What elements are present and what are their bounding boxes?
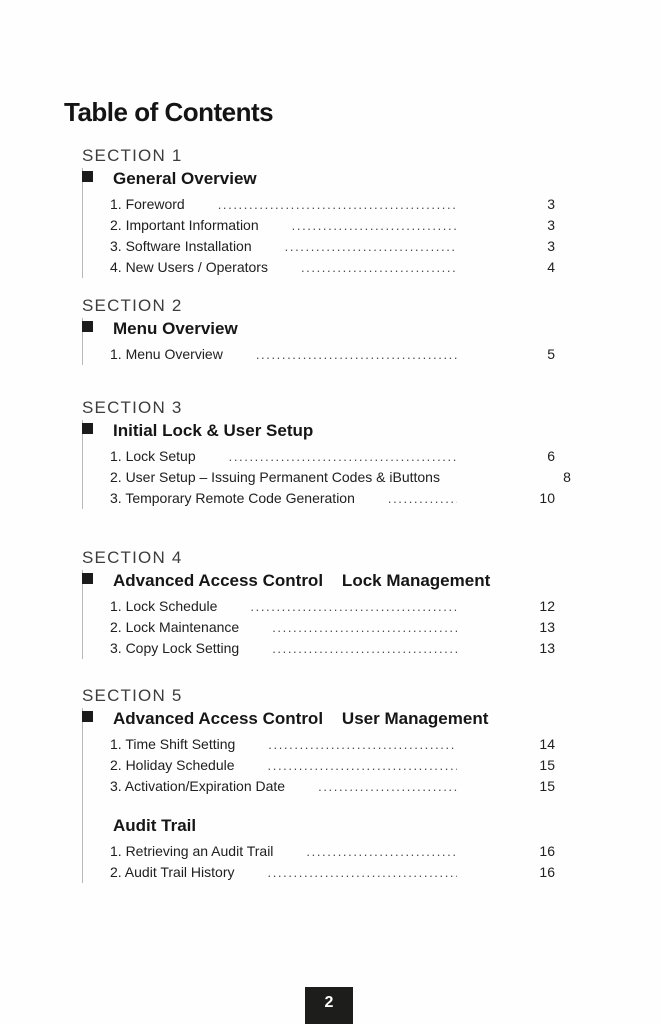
toc-entry-page: 5: [547, 346, 555, 362]
toc-entry-label: 2. Important Information: [110, 217, 259, 233]
square-bullet-icon: [82, 423, 93, 434]
dot-leader: [388, 488, 457, 509]
toc-entry-label: 1. Retrieving an Audit Trail: [110, 843, 274, 859]
toc-entry: [83, 596, 555, 617]
dot-leader: [292, 215, 457, 236]
toc-entry-page: 10: [539, 490, 555, 506]
toc-entry: [83, 467, 571, 488]
toc-entry: [83, 841, 555, 862]
section-4: [82, 548, 555, 659]
toc-entry: [83, 862, 555, 883]
section-4-title: Advanced Access Control Lock Management: [113, 571, 491, 590]
toc-entry-page: 16: [539, 843, 555, 859]
toc-entry-page: 6: [547, 448, 555, 464]
dot-leader: [272, 638, 457, 659]
toc-entry-page: 15: [539, 778, 555, 794]
toc-entry-page: 15: [539, 757, 555, 773]
toc-entry-page: 16: [539, 864, 555, 880]
dot-leader: [318, 776, 457, 797]
toc-entry: [83, 734, 555, 755]
section-5: [82, 686, 555, 883]
audit-trail-title: Audit Trail: [113, 816, 197, 835]
toc-entry-label: 1. Time Shift Setting: [110, 736, 236, 752]
square-bullet-icon: [82, 573, 93, 584]
section-5-label: SECTION 5: [82, 686, 183, 705]
section-1-label: SECTION 1: [82, 146, 183, 165]
square-bullet-icon: [82, 171, 93, 182]
section-5-block: [82, 708, 555, 883]
section-3: [82, 398, 571, 509]
toc-entry-page: 3: [547, 217, 555, 233]
section-2-title: Menu Overview: [113, 319, 238, 338]
toc-entry-page: 3: [547, 196, 555, 212]
dot-leader: [301, 257, 457, 278]
dot-leader: [218, 194, 457, 215]
section-2: [82, 296, 555, 365]
toc-entry-page: 3: [547, 238, 555, 254]
section-1-block: [82, 168, 555, 278]
toc-entry-label: 1. Lock Setup: [110, 448, 196, 464]
page-number-box: 2: [305, 987, 353, 1024]
section-3-label: SECTION 3: [82, 398, 183, 417]
toc-entry-label: 2. Lock Maintenance: [110, 619, 240, 635]
section-2-block: [82, 318, 555, 365]
toc-entry-label: 4. New Users / Operators: [110, 259, 268, 275]
dot-leader: [268, 862, 458, 883]
toc-entry: [83, 236, 555, 257]
section-4-label: SECTION 4: [82, 548, 183, 567]
page-title: Table of Contents: [64, 97, 274, 128]
toc-entry-label: 3. Temporary Remote Code Generation: [110, 490, 355, 506]
dot-leader: [268, 734, 457, 755]
toc-entry-page: 8: [563, 469, 571, 485]
dot-leader: [285, 236, 457, 257]
toc-entry: [83, 488, 555, 509]
toc-entry: [83, 446, 555, 467]
section-1: [82, 146, 555, 278]
dot-leader: [272, 617, 457, 638]
toc-entry-page: 13: [539, 619, 555, 635]
square-bullet-icon: [82, 711, 93, 722]
toc-entry-label: 2. Audit Trail History: [110, 864, 235, 880]
toc-entry: [83, 257, 555, 278]
toc-entry-label: 3. Activation/Expiration Date: [110, 778, 286, 794]
toc-entry-label: 2. Holiday Schedule: [110, 757, 235, 773]
toc-entry-label: 1. Menu Overview: [110, 346, 223, 362]
section-4-block: [82, 570, 555, 659]
square-bullet-icon: [82, 321, 93, 332]
toc-entry-label: 2. User Setup – Issuing Permanent Codes & iButtons: [110, 469, 440, 485]
dot-leader: [229, 446, 457, 467]
toc-entry: [83, 755, 555, 776]
dot-leader: [306, 841, 457, 862]
toc-entry: [83, 776, 555, 797]
toc-entry: [83, 215, 555, 236]
section-3-title: Initial Lock & User Setup: [113, 421, 314, 440]
toc-entry: [83, 638, 555, 659]
section-2-label: SECTION 2: [82, 296, 183, 315]
toc-entry-page: 14: [539, 736, 555, 752]
toc-entry-label: 3. Software Installation: [110, 238, 252, 254]
dot-leader: [268, 755, 457, 776]
toc-entry-page: 13: [539, 640, 555, 656]
toc-entry-label: 1. Lock Schedule: [110, 598, 218, 614]
section-5-title: Advanced Access Control User Management: [113, 709, 489, 728]
toc-entry: [83, 344, 555, 365]
toc-entry-label: 3. Copy Lock Setting: [110, 640, 240, 656]
dot-leader: [256, 344, 457, 365]
section-1-title: General Overview: [113, 169, 257, 188]
toc-entry: [83, 617, 555, 638]
section-3-block: [82, 420, 571, 509]
dot-leader: [250, 596, 457, 617]
toc-entry-page: 12: [539, 598, 555, 614]
toc-entry: [83, 194, 555, 215]
toc-entry-page: 4: [547, 259, 555, 275]
toc-entry-label: 1. Foreword: [110, 196, 185, 212]
